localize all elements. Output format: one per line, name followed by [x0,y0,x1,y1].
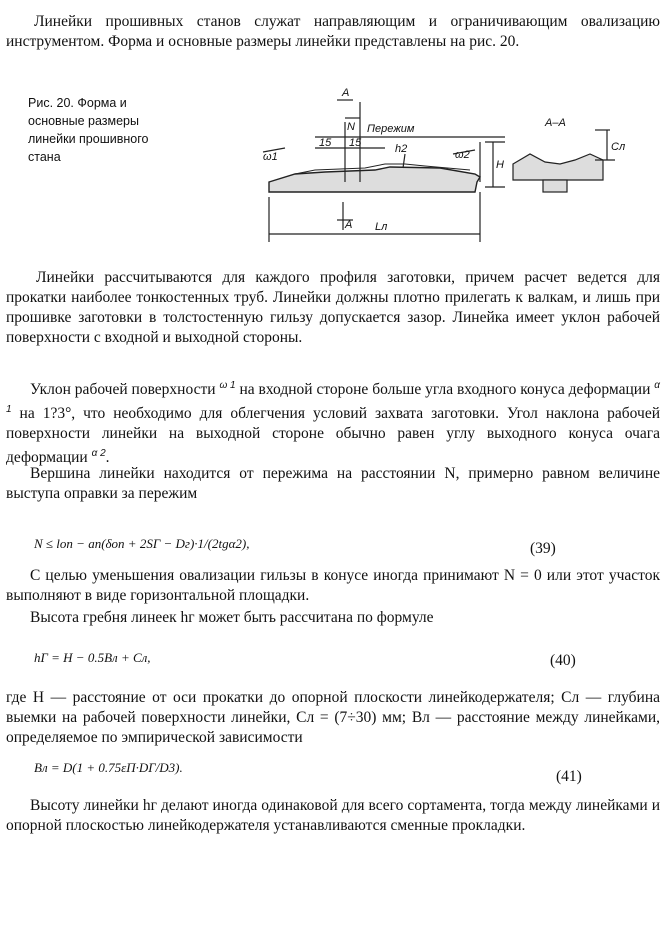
paragraph-ovalization: С целью уменьшения овализации гильзы в конусе иногда принимают N = 0 или этот участок выполняют в виде горизонтальной площадки. [6,567,660,604]
label-section: А–А [545,117,566,129]
paragraph-height: Высота гребня линеек hг может быть рассчитана по формуле [30,609,434,626]
slope-text-c: на 1?3°, что необходимо для облегчения условий захвата заготовки. Угол наклона рабочей поверхности линейки на выходной стороне обычно равен углу выходного конуса очага деформации [6,405,660,467]
paragraph-definitions: где H — расстояние от оси прокатки до опорной плоскости линейкодержателя; Сл — глубина выемки на рабочей поверхности линейки, Сл = (7÷30) мм; Вл — расстояние между линейками, определяемое по эмпирической зависимости [6,689,660,746]
paragraph-slope [6,376,660,468]
label-a-top: A [342,87,350,99]
paragraph-apex: Вершина линейки находится от пережима на расстоянии N, примерно равном величине выступа оправки за пережим [6,465,660,502]
formula-40: hГ = H − 0.5Bл + Cл, [34,650,151,665]
label-omega2: ω2 [455,149,470,161]
formula-39-number: (39) [530,540,556,557]
slope-text-b: на входной стороне больше угла входного конуса деформации [239,381,651,399]
symbol-alpha2: α 2 [91,448,106,460]
label-h: H [496,159,504,171]
symbol-omega1: ω 1 [219,380,236,391]
ruler-body [269,167,480,192]
symbol-alpha1: α 1 [6,380,660,416]
figure-caption: Рис. 20. Форма и основные размеры линейки прошивного стана [28,96,149,164]
paragraph-calculation: Линейки рассчитываются для каждого профиля заготовки, причем расчет ведется для прокатки наиболее тонкостенных труб. Линейки должны плотно прилегать к валкам, и лишь при прошивке заготовки в толстостенную гильзу допускается зазор. Линейка имеет уклон рабочей поверхности с входной и выходной стороны. [6,269,660,346]
label-a-bottom: A [345,219,353,231]
label-15b: 15 [349,137,362,149]
label-cl: Cл [611,141,626,153]
slope-text-a: Уклон рабочей поверхности [30,381,216,399]
formula-39: N ≤ lоп − aп(δоп + 2SГ − Dг)·1/(2tgα2), [34,536,250,551]
label-perezhim: Пережим [367,123,415,135]
section-profile [513,154,603,180]
label-15a: 15 [319,137,332,149]
paragraph-intro: Линейки прошивных станов служат направляющим и ограничивающим овализацию инструментом. Форма и основные размеры линейки представлены на рис. 20. [6,13,660,50]
slope-text-d: . [105,449,110,467]
label-h2: h2 [395,143,408,155]
label-ll: Lл [375,221,388,233]
formula-40-number: (40) [550,652,576,669]
formula-41: Bл = D(1 + 0.75εП·DГ/D3). [34,760,183,775]
label-n: N [347,121,355,133]
formula-41-number: (41) [556,768,582,785]
paragraph-ruler-height: Высоту линейки hг делают иногда одинаковой для всего сортамента, тогда между линейками и опорной плоскостью линейкодержателя устанавливаются сменные прокладки. [6,797,660,834]
label-omega1: ω1 [263,151,278,163]
figure-ruler-drawing [255,82,660,250]
